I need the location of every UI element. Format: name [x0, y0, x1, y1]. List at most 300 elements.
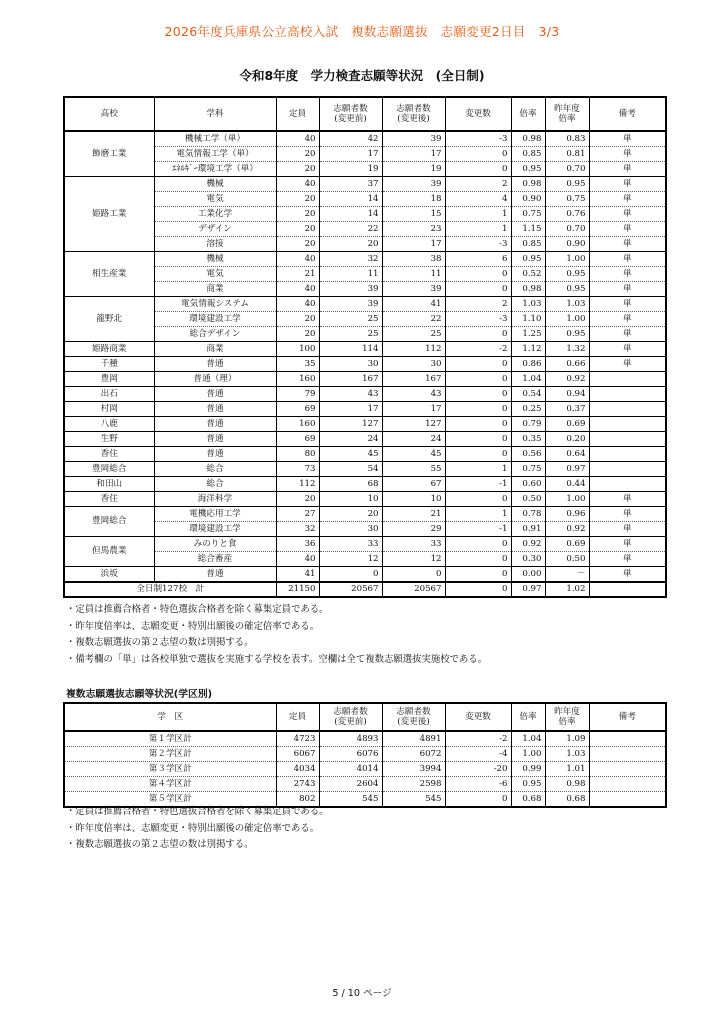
school-name-cell: 出石: [64, 387, 154, 402]
value-cell: 21: [276, 267, 319, 282]
district-cell: 第５学区計: [64, 792, 276, 808]
value-cell: [589, 747, 666, 762]
school-name-cell: 村岡: [64, 402, 154, 417]
school-name-cell: 豊岡: [64, 372, 154, 387]
value-cell: 単: [589, 507, 666, 522]
course-cell: 総合: [154, 477, 276, 492]
value-cell: 33: [382, 537, 445, 552]
value-cell: 1.03: [511, 297, 545, 312]
value-cell: 40: [276, 282, 319, 297]
value-cell: 0.79: [511, 417, 545, 432]
value-cell: 単: [589, 207, 666, 222]
course-cell: 普通（理）: [154, 372, 276, 387]
value-cell: 0: [445, 387, 511, 402]
table-row: [64, 762, 666, 777]
value-cell: -20: [445, 762, 511, 777]
value-cell: 69: [276, 432, 319, 447]
value-cell: 32: [319, 252, 382, 267]
value-cell: 79: [276, 387, 319, 402]
value-cell: 1: [445, 222, 511, 237]
table-row: [64, 417, 666, 432]
value-cell: 3994: [382, 762, 445, 777]
value-cell: 545: [319, 792, 382, 808]
note-line: ・定員は推薦合格者・特色選抜合格者を除く募集定員である。: [66, 604, 329, 615]
value-cell: 0.25: [511, 402, 545, 417]
course-cell: 電機応用工学: [154, 507, 276, 522]
value-cell: 69: [276, 402, 319, 417]
value-cell: 27: [276, 507, 319, 522]
value-cell: 1.04: [511, 372, 545, 387]
value-cell: 80: [276, 447, 319, 462]
applicant-status-table: [63, 96, 667, 598]
column-header: 学 区: [64, 703, 276, 731]
value-cell: 0.68: [511, 792, 545, 808]
value-cell: 0.97: [545, 462, 589, 477]
value-cell: 単: [589, 327, 666, 342]
value-cell: 0.81: [545, 147, 589, 162]
table-row: [64, 402, 666, 417]
table-row: [64, 492, 666, 507]
value-cell: 単: [589, 492, 666, 507]
school-name-cell: 千種: [64, 357, 154, 372]
school-name-cell: 香住: [64, 447, 154, 462]
value-cell: 20: [276, 237, 319, 252]
course-cell: 溶接: [154, 237, 276, 252]
school-name-cell: 豊岡総合: [64, 462, 154, 477]
value-cell: 0.85: [511, 237, 545, 252]
value-cell: -2: [445, 342, 511, 357]
table-row: [64, 162, 666, 177]
value-cell: -6: [445, 777, 511, 792]
value-cell: 1.00: [511, 747, 545, 762]
value-cell: 45: [382, 447, 445, 462]
school-name-cell: 香住: [64, 492, 154, 507]
value-cell: 36: [276, 537, 319, 552]
course-cell: 総合デザイン: [154, 327, 276, 342]
value-cell: 17: [382, 402, 445, 417]
value-cell: 0.92: [545, 522, 589, 537]
course-cell: 普通: [154, 387, 276, 402]
value-cell: 4034: [276, 762, 319, 777]
value-cell: 0: [382, 567, 445, 583]
value-cell: 43: [319, 387, 382, 402]
value-cell: 23: [382, 222, 445, 237]
table-row: [64, 131, 666, 147]
value-cell: -4: [445, 747, 511, 762]
value-cell: 25: [382, 327, 445, 342]
note-line: ・昨年度倍率は、志願変更・特別出願後の確定倍率である。: [66, 822, 320, 834]
value-cell: 0.78: [511, 507, 545, 522]
value-cell: 12: [319, 552, 382, 567]
value-cell: 4891: [382, 731, 445, 747]
district-cell: 第３学区計: [64, 762, 276, 777]
column-header: 志願者数 (変更前): [319, 703, 382, 731]
value-cell: -3: [445, 312, 511, 327]
course-cell: みのりと食: [154, 537, 276, 552]
table-row: [64, 462, 666, 477]
table-row: [64, 372, 666, 387]
value-cell: 0.76: [545, 207, 589, 222]
table-row: [64, 207, 666, 222]
value-cell: 単: [589, 162, 666, 177]
value-cell: －: [545, 567, 589, 583]
value-cell: 0: [445, 552, 511, 567]
value-cell: 4: [445, 192, 511, 207]
value-cell: 0.00: [511, 567, 545, 583]
value-cell: 43: [382, 387, 445, 402]
value-cell: 0.30: [511, 552, 545, 567]
table-row: [64, 147, 666, 162]
value-cell: 20: [276, 327, 319, 342]
table-row: [64, 327, 666, 342]
value-cell: 167: [319, 372, 382, 387]
value-cell: 1.00: [545, 312, 589, 327]
value-cell: 39: [319, 297, 382, 312]
value-cell: 単: [589, 177, 666, 192]
value-cell: 単: [589, 252, 666, 267]
value-cell: 127: [382, 417, 445, 432]
value-cell: 802: [276, 792, 319, 808]
value-cell: 1.32: [545, 342, 589, 357]
school-name-cell: 姫路商業: [64, 342, 154, 357]
value-cell: 0.70: [545, 162, 589, 177]
value-cell: 0.70: [545, 222, 589, 237]
column-header: 倍率: [511, 703, 545, 731]
total-value-cell: 20567: [319, 582, 382, 597]
value-cell: 0.94: [545, 387, 589, 402]
value-cell: 15: [382, 207, 445, 222]
value-cell: 40: [276, 131, 319, 147]
value-cell: 0.95: [511, 252, 545, 267]
column-header: 高校: [64, 97, 154, 131]
value-cell: 0.99: [511, 762, 545, 777]
value-cell: 6067: [276, 747, 319, 762]
course-cell: 商業: [154, 282, 276, 297]
course-cell: デザイン: [154, 222, 276, 237]
value-cell: 19: [382, 162, 445, 177]
value-cell: 37: [319, 177, 382, 192]
value-cell: 1.00: [545, 492, 589, 507]
value-cell: 0.75: [545, 192, 589, 207]
column-header: 志願者数 (変更後): [382, 703, 445, 731]
value-cell: -1: [445, 477, 511, 492]
value-cell: 14: [319, 207, 382, 222]
value-cell: [589, 731, 666, 747]
value-cell: -1: [445, 522, 511, 537]
value-cell: 4014: [319, 762, 382, 777]
column-header: 備考: [589, 97, 666, 131]
value-cell: 0.95: [511, 777, 545, 792]
total-value-cell: [589, 582, 666, 597]
course-cell: 機械: [154, 177, 276, 192]
value-cell: 単: [589, 192, 666, 207]
value-cell: 12: [382, 552, 445, 567]
value-cell: 67: [382, 477, 445, 492]
value-cell: 54: [319, 462, 382, 477]
value-cell: 4893: [319, 731, 382, 747]
column-header: 定員: [276, 97, 319, 131]
value-cell: 39: [382, 177, 445, 192]
column-header: 備考: [589, 703, 666, 731]
course-cell: 環境建設工学: [154, 522, 276, 537]
value-cell: 20: [319, 237, 382, 252]
value-cell: 0: [319, 567, 382, 583]
table-header: [64, 97, 666, 131]
school-name-cell: 生野: [64, 432, 154, 447]
course-cell: 総合畜産: [154, 552, 276, 567]
value-cell: 2598: [382, 777, 445, 792]
value-cell: 0: [445, 357, 511, 372]
page-number: 5 / 10 ページ: [332, 988, 392, 999]
school-name-cell: 八鹿: [64, 417, 154, 432]
school-name-cell: 浜坂: [64, 567, 154, 583]
course-cell: 電気: [154, 192, 276, 207]
value-cell: 0: [445, 162, 511, 177]
value-cell: 1.10: [511, 312, 545, 327]
value-cell: 単: [589, 342, 666, 357]
value-cell: 0.86: [511, 357, 545, 372]
table-row: [64, 237, 666, 252]
value-cell: 4723: [276, 731, 319, 747]
value-cell: 0: [445, 432, 511, 447]
course-cell: 普通: [154, 417, 276, 432]
value-cell: 6076: [319, 747, 382, 762]
value-cell: 単: [589, 357, 666, 372]
value-cell: 20: [319, 507, 382, 522]
value-cell: 20: [276, 312, 319, 327]
value-cell: 単: [589, 267, 666, 282]
course-cell: 普通: [154, 357, 276, 372]
value-cell: 114: [319, 342, 382, 357]
value-cell: 0: [445, 567, 511, 583]
value-cell: 100: [276, 342, 319, 357]
value-cell: 0.95: [545, 267, 589, 282]
value-cell: 0.52: [511, 267, 545, 282]
value-cell: 0.95: [545, 282, 589, 297]
value-cell: 1: [445, 462, 511, 477]
value-cell: 単: [589, 537, 666, 552]
value-cell: 0.75: [511, 207, 545, 222]
total-value-cell: 21150: [276, 582, 319, 597]
course-cell: 普通: [154, 432, 276, 447]
value-cell: 19: [319, 162, 382, 177]
value-cell: 1.04: [511, 731, 545, 747]
column-header: 志願者数 (変更後): [382, 97, 445, 131]
total-value-cell: 0.97: [511, 582, 545, 597]
column-header: 学科: [154, 97, 276, 131]
district-cell: 第４学区計: [64, 777, 276, 792]
table-row: [64, 192, 666, 207]
value-cell: 127: [319, 417, 382, 432]
table-row: [64, 552, 666, 567]
page-header: 2026年度兵庫県公立高校入試 複数志願選抜 志願変更2日目 3/3: [164, 24, 560, 39]
value-cell: 40: [276, 252, 319, 267]
header-row: [64, 97, 666, 131]
table-row: [64, 222, 666, 237]
value-cell: 1.01: [545, 762, 589, 777]
value-cell: 45: [319, 447, 382, 462]
value-cell: 1.09: [545, 731, 589, 747]
school-name-cell: 相生産業: [64, 252, 154, 297]
value-cell: 0.60: [511, 477, 545, 492]
value-cell: 1: [445, 207, 511, 222]
table-row: [64, 387, 666, 402]
value-cell: 20: [276, 492, 319, 507]
note-line: ・定員は推薦合格者・特色選抜合格者を除く募集定員である。: [66, 806, 329, 817]
table-row: [64, 731, 666, 747]
value-cell: 22: [382, 312, 445, 327]
value-cell: 39: [319, 282, 382, 297]
value-cell: 0.44: [545, 477, 589, 492]
table-row: [64, 342, 666, 357]
value-cell: 0.98: [511, 131, 545, 147]
value-cell: 単: [589, 237, 666, 252]
course-cell: 工業化学: [154, 207, 276, 222]
value-cell: 単: [589, 131, 666, 147]
page-title: 令和8年度 学力検査志願等状況 (全日制): [239, 68, 485, 83]
value-cell: 25: [319, 327, 382, 342]
table-row: [64, 357, 666, 372]
table-header: [64, 703, 666, 731]
value-cell: 単: [589, 222, 666, 237]
value-cell: 20: [276, 147, 319, 162]
value-cell: 25: [319, 312, 382, 327]
value-cell: 0.90: [545, 237, 589, 252]
value-cell: 単: [589, 297, 666, 312]
value-cell: 41: [276, 567, 319, 583]
course-cell: 機械工学（単）: [154, 131, 276, 147]
value-cell: 0.98: [511, 282, 545, 297]
value-cell: 単: [589, 567, 666, 583]
value-cell: [589, 477, 666, 492]
value-cell: 単: [589, 312, 666, 327]
value-cell: 160: [276, 417, 319, 432]
value-cell: 単: [589, 552, 666, 567]
school-name-cell: 龍野北: [64, 297, 154, 342]
value-cell: 112: [382, 342, 445, 357]
district-cell: 第２学区計: [64, 747, 276, 762]
value-cell: [589, 792, 666, 808]
value-cell: 33: [319, 537, 382, 552]
column-header: 変更数: [445, 703, 511, 731]
table-row: [64, 312, 666, 327]
value-cell: 40: [276, 297, 319, 312]
total-value-cell: 1.02: [545, 582, 589, 597]
value-cell: 6072: [382, 747, 445, 762]
value-cell: 55: [382, 462, 445, 477]
column-header: 倍率: [511, 97, 545, 131]
course-cell: 電気: [154, 267, 276, 282]
value-cell: 0.92: [545, 372, 589, 387]
value-cell: 0.98: [545, 777, 589, 792]
table-row: [64, 567, 666, 583]
value-cell: 0.75: [511, 462, 545, 477]
value-cell: 30: [319, 357, 382, 372]
value-cell: 0.35: [511, 432, 545, 447]
value-cell: 545: [382, 792, 445, 808]
course-cell: 普通: [154, 447, 276, 462]
value-cell: [589, 447, 666, 462]
note-line: ・昨年度倍率は、志願変更・特別出願後の確定倍率である。: [66, 620, 320, 632]
table-row: [64, 297, 666, 312]
value-cell: 0.54: [511, 387, 545, 402]
value-cell: 20: [276, 192, 319, 207]
district-status-table: [63, 702, 667, 808]
value-cell: [589, 417, 666, 432]
value-cell: 1.25: [511, 327, 545, 342]
note-line: ・複数志願選抜の第２志望の数は別掲する。: [66, 839, 254, 850]
school-name-cell: 和田山: [64, 477, 154, 492]
value-cell: 0.69: [545, 417, 589, 432]
value-cell: 35: [276, 357, 319, 372]
value-cell: 17: [319, 402, 382, 417]
value-cell: 0.66: [545, 357, 589, 372]
value-cell: 0.95: [545, 177, 589, 192]
course-cell: 普通: [154, 402, 276, 417]
value-cell: 30: [382, 357, 445, 372]
value-cell: [589, 372, 666, 387]
course-cell: 普通: [154, 567, 276, 583]
value-cell: 10: [319, 492, 382, 507]
value-cell: 0.95: [511, 162, 545, 177]
value-cell: 20: [276, 162, 319, 177]
school-name-cell: 豊岡総合: [64, 507, 154, 537]
value-cell: 単: [589, 522, 666, 537]
value-cell: 112: [276, 477, 319, 492]
column-header: 志願者数 (変更前): [319, 97, 382, 131]
value-cell: 17: [382, 147, 445, 162]
value-cell: 単: [589, 147, 666, 162]
value-cell: 1.03: [545, 747, 589, 762]
course-cell: 電気情報システム: [154, 297, 276, 312]
value-cell: 38: [382, 252, 445, 267]
value-cell: 0: [445, 327, 511, 342]
total-label-cell: 全日制127校 計: [64, 582, 276, 597]
value-cell: 2604: [319, 777, 382, 792]
value-cell: 0.64: [545, 447, 589, 462]
value-cell: 17: [382, 237, 445, 252]
value-cell: [589, 462, 666, 477]
column-header: 昨年度 倍率: [545, 703, 589, 731]
value-cell: 0.85: [511, 147, 545, 162]
value-cell: -2: [445, 731, 511, 747]
value-cell: 32: [276, 522, 319, 537]
value-cell: 14: [319, 192, 382, 207]
value-cell: 0: [445, 147, 511, 162]
value-cell: 0: [445, 402, 511, 417]
value-cell: 0.69: [545, 537, 589, 552]
value-cell: 24: [319, 432, 382, 447]
table-row: [64, 777, 666, 792]
value-cell: 73: [276, 462, 319, 477]
course-cell: 総合: [154, 462, 276, 477]
value-cell: 6: [445, 252, 511, 267]
value-cell: 0: [445, 267, 511, 282]
value-cell: 0.50: [545, 552, 589, 567]
value-cell: 0.50: [511, 492, 545, 507]
course-cell: 商業: [154, 342, 276, 357]
value-cell: 11: [382, 267, 445, 282]
district-cell: 第１学区計: [64, 731, 276, 747]
table-row: [64, 537, 666, 552]
value-cell: 68: [319, 477, 382, 492]
table-row: [64, 477, 666, 492]
value-cell: 1: [445, 507, 511, 522]
column-header: 変更数: [445, 97, 511, 131]
value-cell: 11: [319, 267, 382, 282]
value-cell: 0: [445, 417, 511, 432]
total-row: [64, 582, 666, 597]
